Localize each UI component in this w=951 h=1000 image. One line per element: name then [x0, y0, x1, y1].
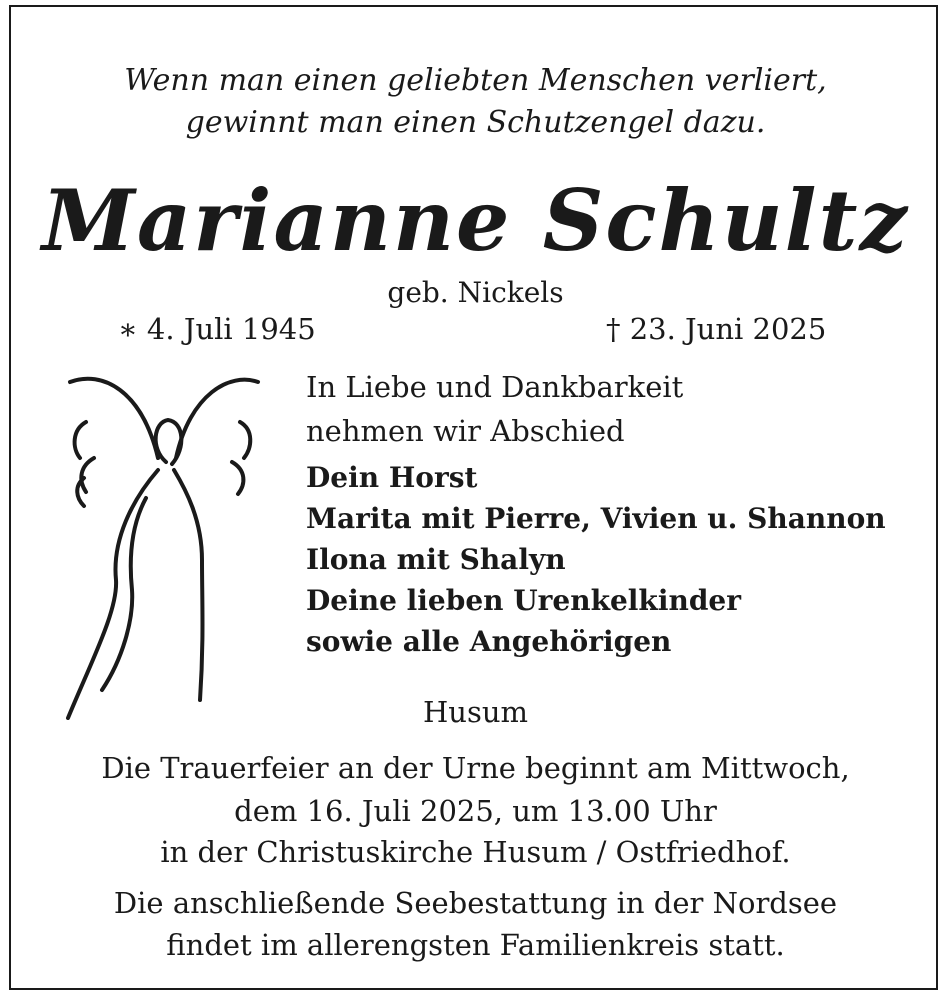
- farewell-line-2: nehmen wir Abschied: [306, 414, 625, 448]
- maiden-name: geb. Nickels: [387, 276, 564, 309]
- motto-line-2: gewinnt man einen Schutzengel dazu.: [185, 105, 766, 140]
- mourner-5: sowie alle Angehörigen: [306, 625, 672, 658]
- burial-line-2: findet im allerengsten Familienkreis statt.: [166, 928, 785, 962]
- ceremony-line-1: Die Trauerfeier an der Urne beginnt am Mittwoch,: [101, 751, 850, 785]
- mourner-2: Marita mit Pierre, Vivien u. Shannon: [306, 502, 886, 535]
- ceremony-line-2: dem 16. Juli 2025, um 13.00 Uhr: [234, 794, 717, 828]
- death-date: † 23. Juni 2025: [606, 312, 827, 346]
- mourner-4: Deine lieben Urenkelkinder: [306, 584, 741, 617]
- place: Husum: [422, 695, 529, 729]
- motto-line-1: Wenn man einen geliebten Menschen verliert,: [124, 63, 827, 98]
- deceased-name: Marianne Schultz: [41, 171, 910, 270]
- angel-icon: [62, 370, 270, 720]
- mourner-1: Dein Horst: [306, 461, 478, 494]
- burial-line-1: Die anschließende Seebestattung in der Nordsee: [113, 886, 838, 920]
- farewell-line-1: In Liebe und Dankbarkeit: [306, 370, 684, 404]
- mourner-3: Ilona mit Shalyn: [306, 543, 566, 576]
- birth-date: ∗ 4. Juli 1945: [118, 312, 316, 346]
- ceremony-line-3: in der Christuskirche Husum / Ostfriedhof.: [160, 835, 791, 869]
